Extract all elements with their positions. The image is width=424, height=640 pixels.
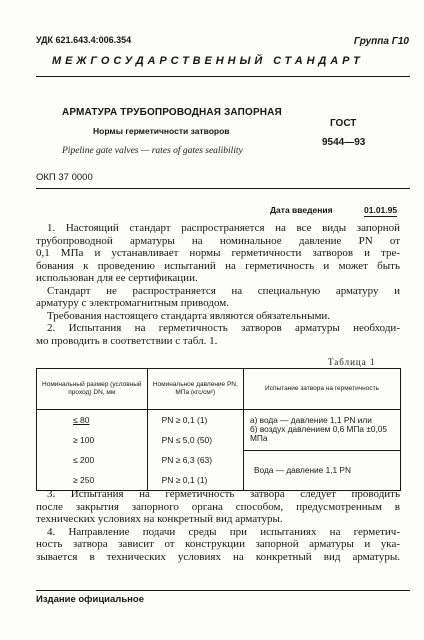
paragraph-1-line: бования к проведению испытаний на герметичность и может быть xyxy=(36,259,400,272)
table-cell-dn: ≤ 80 xyxy=(37,410,148,431)
paragraph-1-line: трубопроводной арматуры на номинальное давление PN от xyxy=(36,234,400,247)
gost-number: 9544—93 xyxy=(322,137,366,148)
top-rule xyxy=(36,76,410,77)
okp-code: ОКП 37 0000 xyxy=(36,172,93,183)
table-cell-pn: PN ≤ 5,0 (50) xyxy=(147,430,243,450)
table-header-pn: Номинальное давление PN, МПа (кгс/см²) xyxy=(147,369,243,410)
paragraph-6-line: 4. Направление подачи среды при испытаниях на герметич- xyxy=(47,525,400,538)
table-cell-pn: PN ≥ 0,1 (1) xyxy=(147,410,243,431)
paragraph-4-line: мо проводить в соответствии с табл. 1. xyxy=(36,334,218,347)
middle-rule xyxy=(36,188,410,189)
gost-label: ГОСТ xyxy=(330,118,357,129)
paragraph-2-line: Стандарт не распространяется на специальную арматуру и xyxy=(47,284,400,297)
table-cell-dn: ≤ 200 xyxy=(37,450,148,470)
paragraph-4-line: 2. Испытания на герметичность затворов арматуры необходи- xyxy=(47,322,400,334)
table-header-test: Испытание затвора на герметичность xyxy=(244,369,401,410)
paragraph-1-line: 0,1 МПа и устанавливает нормы герметичности затворов и тре- xyxy=(36,247,400,259)
group-code: Группа Г10 xyxy=(353,36,409,47)
table-header-dn: Номинальный размер (условный проход) DN, мм xyxy=(37,369,148,410)
standard-subtitle-ru: Нормы герметичности затворов xyxy=(93,126,230,136)
table-row xyxy=(37,410,401,431)
paragraph-5-line: 3. Испытания на герметичность затвора следует проводить xyxy=(47,488,400,500)
standard-title-en: Pipeline gate valves — rates of gates sealibility xyxy=(62,146,243,156)
intro-date-label: Дата введения xyxy=(270,205,333,215)
paragraph-1-line: 1. Настоящий стандарт распространяется на все виды запорной xyxy=(47,222,400,234)
paragraph-6-line: зывается в технических условиях на конкретный вид арматуры. xyxy=(36,550,400,563)
test-option-b: б) воздух давлением 0,6 МПа ±0,05 МПа xyxy=(250,424,388,444)
paragraph-6-line: ность затвора зависит от конструкции запорной арматуры и ука- xyxy=(36,538,400,550)
specification-table xyxy=(36,368,401,491)
test-option-a: а) вода — давление 1,1 PN или xyxy=(250,415,372,426)
standard-title-ru: АРМАТУРА ТРУБОПРОВОДНАЯ ЗАПОРНАЯ xyxy=(62,107,282,118)
udk-code: УДК 621.643.4:006.354 xyxy=(36,35,132,45)
table-cell-test-c: Вода — давление 1,1 PN xyxy=(244,450,401,491)
table-caption: Таблица 1 xyxy=(328,357,376,367)
table-cell-dn: ≥ 250 xyxy=(37,470,148,491)
table-cell-dn: ≥ 100 xyxy=(37,430,148,450)
paragraph-5-line: после закрытия запорного органа способом, предусмотренным в xyxy=(36,500,400,513)
table-header-row xyxy=(37,369,401,410)
official-edition-note: Издание официальное xyxy=(36,594,144,605)
table-row xyxy=(37,450,401,470)
table-cell-test-ab xyxy=(244,410,401,451)
table-cell-pn: PN ≥ 6,3 (63) xyxy=(147,450,243,470)
table-cell-pn: PN ≥ 0,1 (1) xyxy=(147,470,243,491)
intro-date-value: 01.01.95 xyxy=(364,205,398,215)
interstate-standard-heading: МЕЖГОСУДАРСТВЕННЫЙ СТАНДАРТ xyxy=(52,55,364,67)
paragraph-1-line: использован для ее сертификации. xyxy=(36,272,198,284)
bottom-rule xyxy=(36,590,410,591)
paragraph-5-line: технических условиях на конкретный вид арматуры. xyxy=(36,513,283,525)
paragraph-3-line: Требования настоящего стандарта являются обязательными. xyxy=(47,309,331,322)
paragraph-2-line: арматуру с электромагнитным приводом. xyxy=(36,297,229,309)
